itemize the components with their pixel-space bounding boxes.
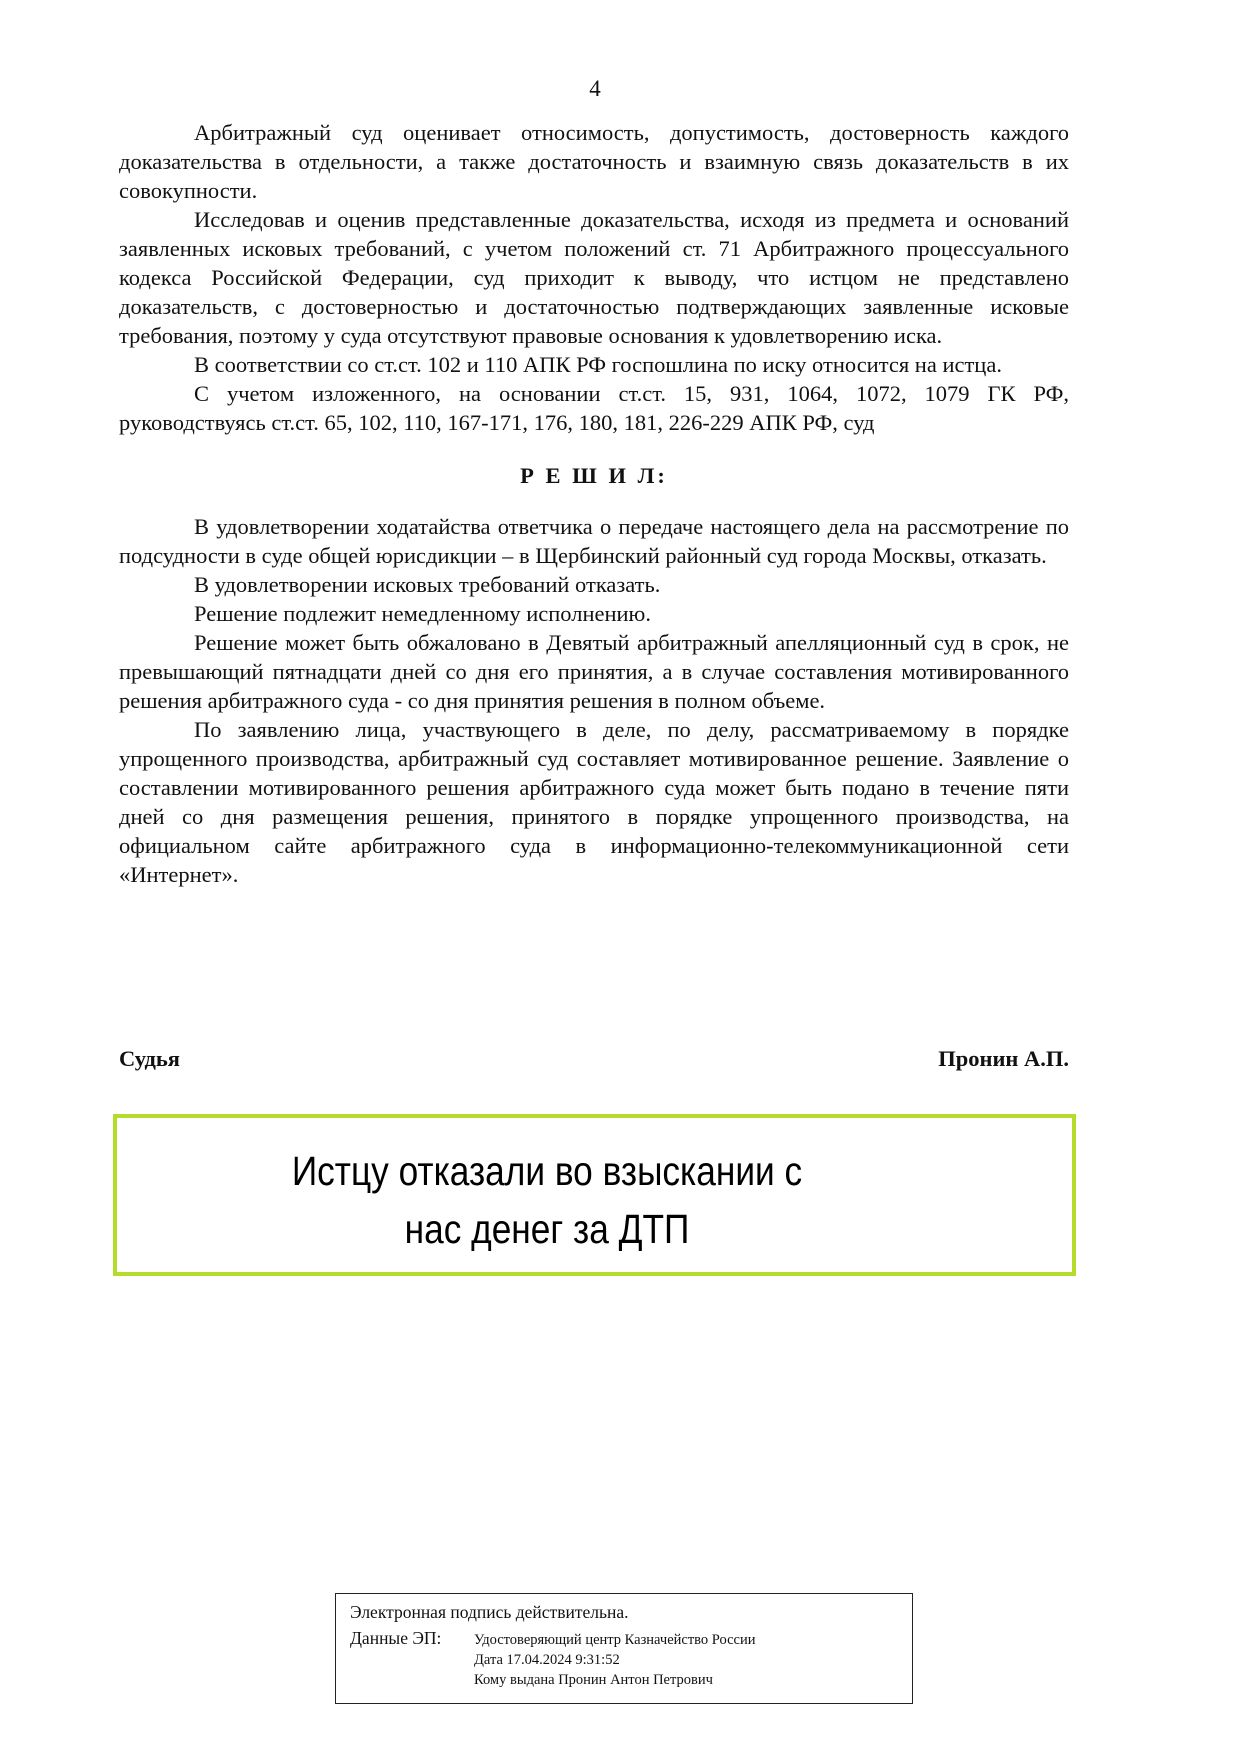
paragraph: В удовлетворении ходатайства ответчика о передаче настоящего дела на рассмотрение по подсудности в суде общей юрисдикции – в Щербинский районный суд города Москвы, отказать.: [119, 514, 1069, 568]
e-signature-data: [350, 1627, 898, 1690]
judge-role: Судья: [119, 1046, 180, 1071]
e-signature-issuer: Удостоверяющий центр Казначейство России: [474, 1632, 756, 1648]
callout-text: [177, 1142, 917, 1258]
signature-row: [119, 1046, 1069, 1072]
paragraph: Арбитражный суд оценивает относимость, допустимость, достоверность каждого доказательства в отдельности, а также достаточность и взаимную связь доказательств в их совокупности.: [119, 120, 1069, 203]
highlight-callout: [113, 1114, 1076, 1276]
decision-heading: Р Е Ш И Л:: [520, 463, 668, 488]
document-body: [119, 118, 1069, 889]
paragraph: Решение может быть обжаловано в Девятый арбитражный апелляционный суд в срок, не превышающий пятнадцати дней со дня его принятия, а в случае составления мотивированного решения арбитражного суда - со дня принятия решения в полном объеме.: [119, 630, 1069, 713]
e-signature-title: Электронная подпись действительна.: [350, 1602, 629, 1622]
page-number: 4: [589, 76, 601, 101]
e-signature-date: Дата 17.04.2024 9:31:52: [474, 1652, 620, 1668]
paragraph: Решение подлежит немедленному исполнению.: [194, 601, 651, 626]
e-signature-stamp: [335, 1593, 913, 1704]
callout-line-1: Истцу отказали во взыскании с: [291, 1148, 803, 1194]
paragraph: В удовлетворении исковых требований отказать.: [194, 572, 661, 597]
callout-line-2: нас денег за ДТП: [404, 1206, 690, 1252]
paragraph: По заявлению лица, участвующего в деле, по делу, рассматриваемому в порядке упрощенного производства, арбитражный суд составляет мотивированное решение. Заявление о составлении мотивированного решения арбитражного суда может быть подано в течение пяти дней со дня размещения решения, принятого в порядке упрощенного производства, на официальном сайте арбитражного суда в информационно-телекоммуникационной сети «Интернет».: [119, 717, 1069, 887]
paragraph: Исследовав и оценив представленные доказательства, исходя из предмета и оснований заявленных исковых требований, с учетом положений ст. 71 Арбитражного процессуального кодекса Российской Федерации, суд приходит к выводу, что истцом не представлено доказательств, с достоверностью и достаточностью подтверждающих заявленные исковые требования, поэтому у суда отсутствуют правовые основания к удовлетворению иска.: [119, 207, 1069, 348]
paragraph: В соответствии со ст.ст. 102 и 110 АПК РФ госпошлина по иску относится на истца.: [194, 352, 1002, 377]
e-signature-details: [474, 1627, 756, 1690]
e-signature-label: Данные ЭП:: [350, 1628, 442, 1648]
judge-name: Пронин А.П.: [938, 1046, 1069, 1071]
e-signature-owner: Кому выдана Пронин Антон Петрович: [474, 1672, 713, 1688]
paragraph: С учетом изложенного, на основании ст.ст. 15, 931, 1064, 1072, 1079 ГК РФ, руководствуясь ст.ст. 65, 102, 110, 167-171, 176, 180, 181, 226-229 АПК РФ, суд: [119, 381, 1069, 435]
